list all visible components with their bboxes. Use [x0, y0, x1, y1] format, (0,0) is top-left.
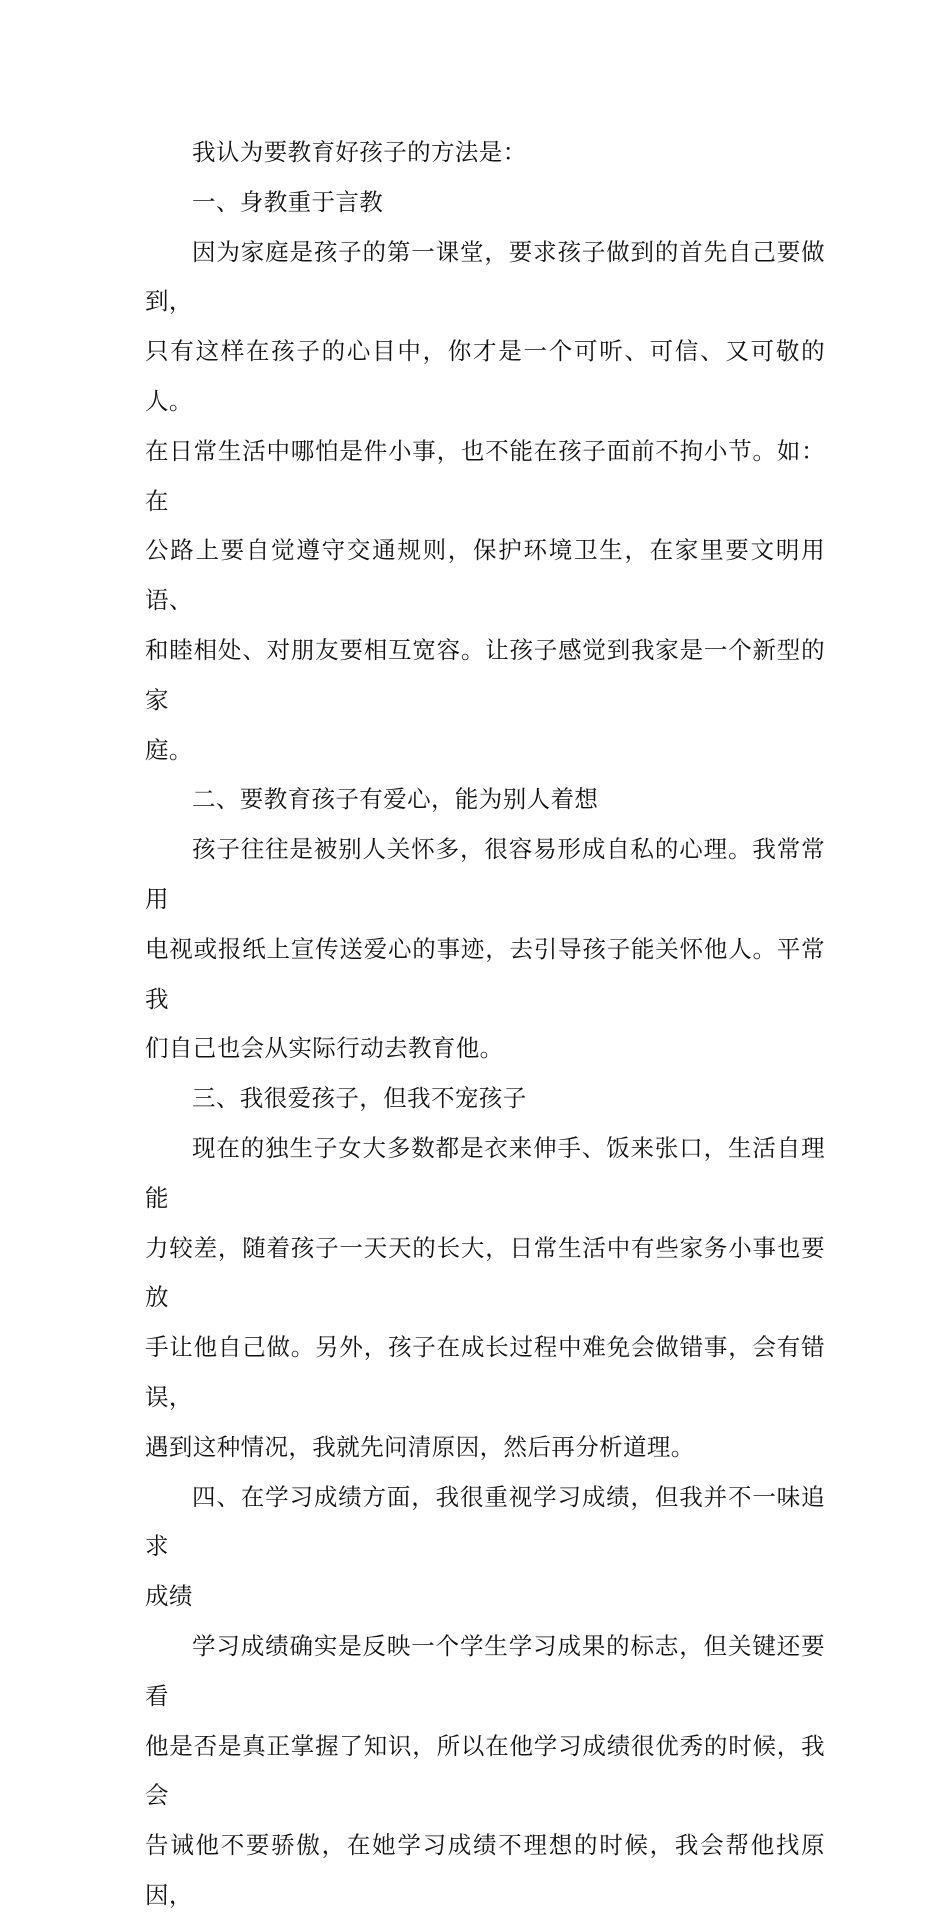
document-body [145, 128, 825, 1921]
section-heading-1: 一、身教重于言教 [192, 187, 384, 216]
section-heading-2: 二、要教育孩子有爱心，能为别人着想 [192, 785, 599, 814]
body-paragraph-1: 因为家庭是孩子的第一课堂，要求孩子做到的首先自己要做到， 只有这样在孩子的心目中，你才是一个可听、可信、又可敬的人。 在日常生活中哪怕是件小事，也不能在孩子面前不拘小节。如：在 公路上要自觉遵守交通规则，保护环境卫生，在家里要文明用语、 和睦相处、对朋友要相互宽容。让孩子感觉到我家是一个新型的家 庭。 [145, 237, 825, 764]
section-heading-3: 三、我很爱孩子，但我不宠孩子 [192, 1084, 527, 1113]
body-paragraph-4: 学习成绩确实是反映一个学生学习成果的标志，但关键还要看 他是否是真正掌握了知识，所以在他学习成绩很优秀的时候，我会 告诫他不要骄傲，在她学习成绩不理想的时候，我会帮他找原因， [145, 1631, 825, 1909]
intro-paragraph: 我认为要教育好孩子的方法是： [192, 138, 527, 166]
body-paragraph-3: 现在的独生子女大多数都是衣来伸手、饭来张口，生活自理能 力较差，随着孩子一天天的长大，日常生活中有些家务小事也要放 手让他自己做。另外，孩子在成长过程中难免会做错事，会有错误， 遇到这种情况，我就先问清原因，然后再分析道理。 [145, 1133, 825, 1461]
body-paragraph-2: 孩子往往是被别人关怀多，很容易形成自私的心理。我常常用 电视或报纸上宣传送爱心的事迹，去引导孩子能关怀他人。平常我 们自己也会从实际行动去教育他。 [145, 835, 825, 1063]
section-heading-4: 四、在学习成绩方面，我很重视学习成绩，但我并不一味追求 成绩 [145, 1482, 825, 1611]
